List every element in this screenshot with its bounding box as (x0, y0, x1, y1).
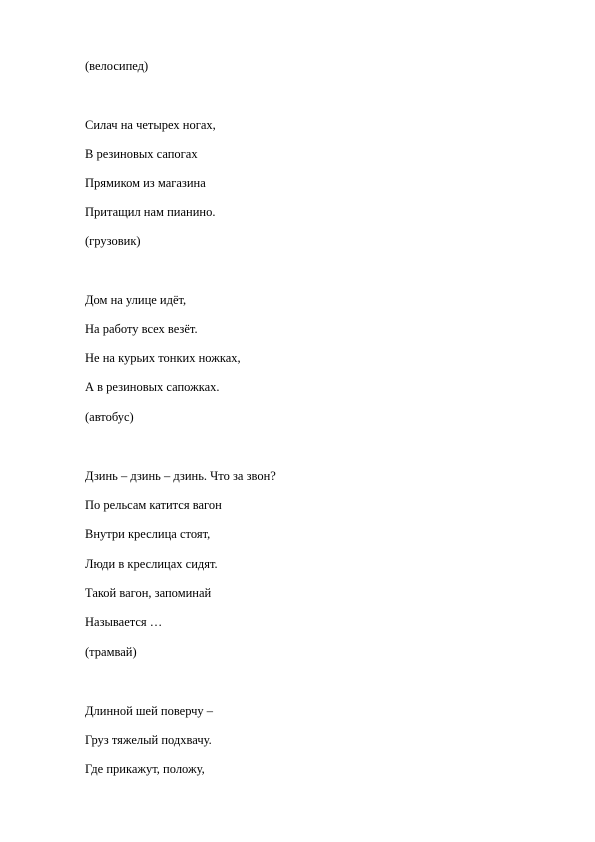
riddle-bus-line-3: Не на курьих тонких ножках, (85, 351, 241, 365)
riddle-bus-line-2: На работу всех везёт. (85, 322, 198, 336)
riddle-crane-line-1: Длинной шей поверчу – (85, 704, 214, 718)
riddle-truck-line-4: Притащил нам пианино. (85, 205, 216, 219)
riddle-tram-line-1: Дзинь – дзинь – дзинь. Что за звон? (85, 469, 276, 483)
riddle-tram-line-5: Такой вагон, запоминай (85, 586, 212, 600)
riddle-tram-line-6: Называется … (85, 615, 163, 629)
riddle-bus-line-1: Дом на улице идёт, (85, 293, 187, 307)
riddle-tram-line-2: По рельсам катится вагон (85, 498, 222, 512)
answer-truck: (грузовик) (85, 234, 141, 248)
riddle-crane-line-2: Груз тяжелый подхвачу. (85, 733, 212, 747)
riddle-crane-line-3: Где прикажут, положу, (85, 762, 205, 776)
riddle-tram-line-3: Внутри креслица стоят, (85, 527, 211, 541)
riddle-truck-line-3: Прямиком из магазина (85, 176, 206, 190)
riddle-bus-line-4: А в резиновых сапожках. (85, 380, 220, 394)
riddle-tram-line-4: Люди в креслицах сидят. (85, 557, 218, 571)
answer-tram: (трамвай) (85, 645, 137, 659)
riddle-truck-line-2: В резиновых сапогах (85, 147, 198, 161)
answer-bicycle: (велосипед) (85, 59, 149, 73)
riddle-truck-line-1: Силач на четырех ногах, (85, 118, 216, 132)
answer-bus: (автобус) (85, 410, 134, 424)
